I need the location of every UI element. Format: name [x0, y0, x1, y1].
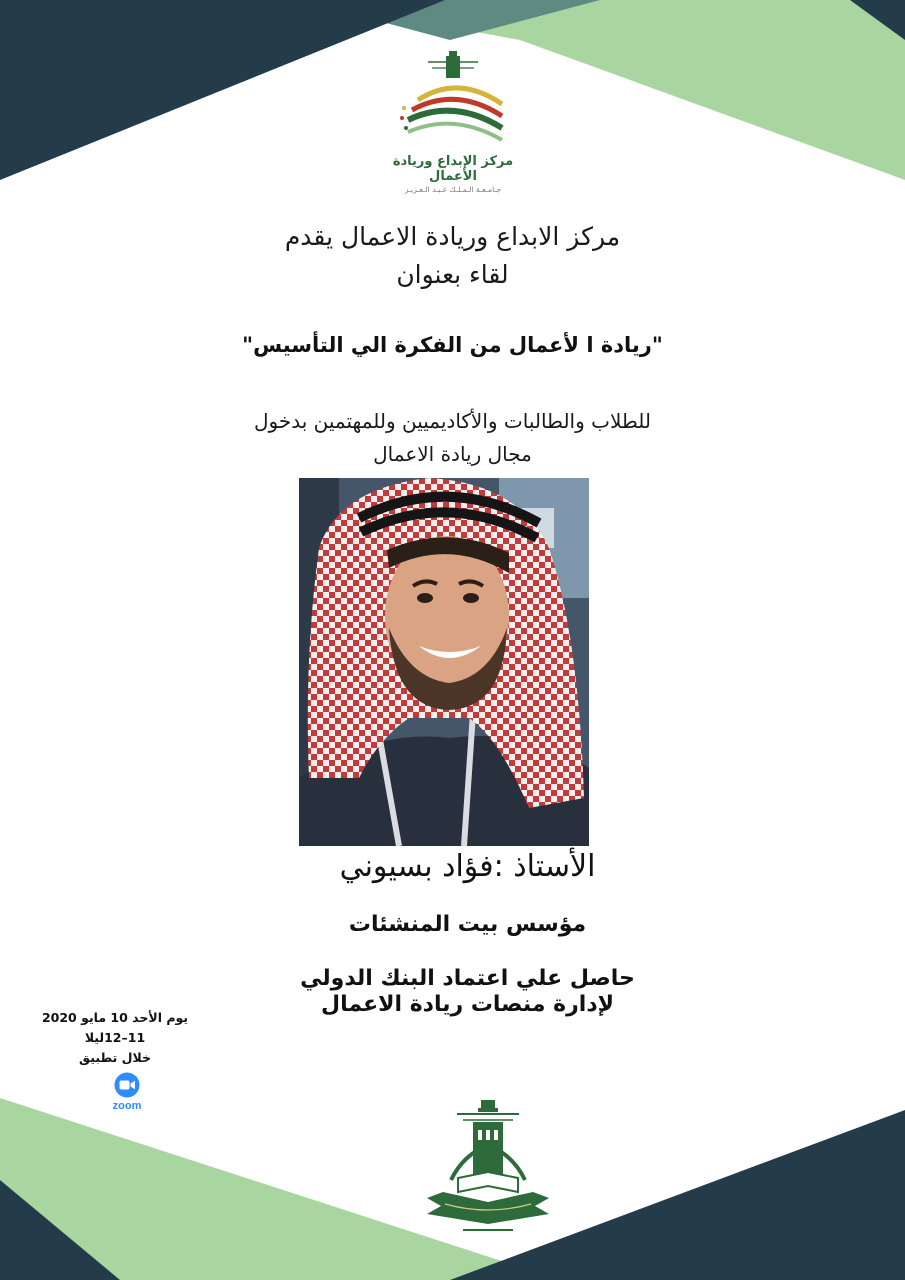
audience-line-1: للطلاب والطالبات والأكاديميين وللمهتمين بدخول — [253, 409, 652, 433]
zoom-logo — [102, 1072, 152, 1112]
speaker-name: الأستاذ :فؤاد بسيوني — [339, 849, 596, 884]
university-seal-icon — [423, 1100, 553, 1235]
zoom-label: zoom — [112, 1100, 142, 1112]
innovation-center-logo — [378, 48, 528, 194]
logo-name: مركز الإبداع وريادة الأعمال — [392, 154, 514, 184]
intro-text — [0, 218, 905, 294]
intro-line-2: لقاء بعنوان — [396, 260, 509, 289]
event-via: خلال تطبيق — [78, 1050, 152, 1065]
audience-line-2: مجال ريادة الاعمال — [373, 442, 532, 466]
audience-text — [0, 405, 905, 471]
speaker-portrait-illustration — [299, 478, 589, 846]
event-time: 11–12ليلا — [84, 1030, 146, 1045]
intro-line-1: مركز الابداع وريادة الاعمال يقدم — [284, 222, 621, 251]
speaker-photo — [299, 478, 589, 846]
credential-line-2: لإدارة منصات ريادة الاعمال — [320, 992, 614, 1017]
logo-subtitle: جـامـعـة الـمـلـك عـبـد الـعـزيـز — [404, 185, 502, 194]
event-date: يوم الأحد 10 مايو 2020 — [41, 1010, 189, 1025]
zoom-camera-icon — [114, 1072, 140, 1098]
speaker-role: مؤسس بيت المنشئات — [348, 912, 587, 937]
innovation-center-emblem-icon — [398, 48, 508, 148]
event-title: "ريادة ا لأعمال من الفكرة الي التأسيس" — [242, 333, 663, 357]
event-info — [40, 1008, 190, 1068]
credential-line-1: حاصل علي اعتماد البنك الدولي — [300, 966, 635, 991]
